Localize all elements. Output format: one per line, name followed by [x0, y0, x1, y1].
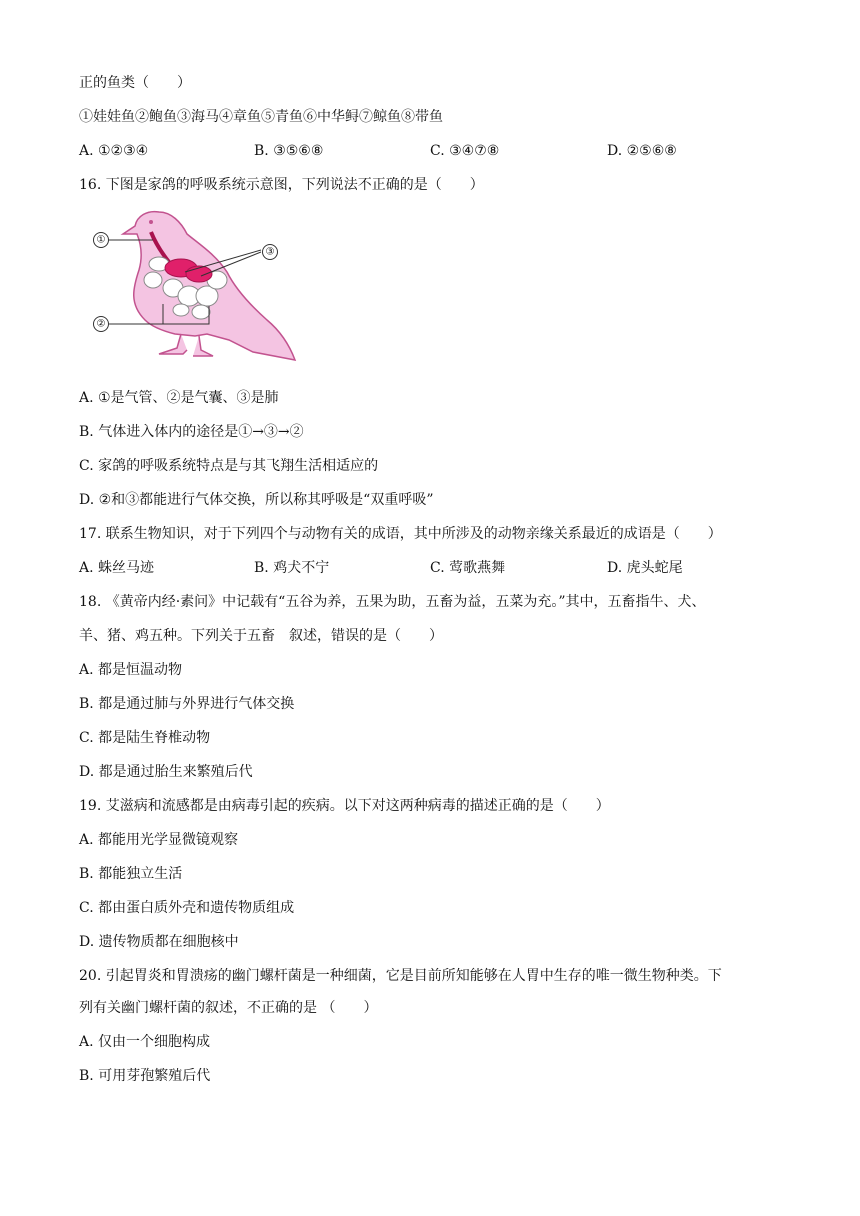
q17-option-d[interactable]: D. 虎头蛇尾 — [607, 560, 683, 576]
q17-stem: 17. 联系生物知识，对于下列四个与动物有关的成语，其中所涉及的动物亲缘关系最近的成语是（ ） — [79, 526, 722, 542]
q19-option-c[interactable]: C. 都由蛋白质外壳和遗传物质组成 — [79, 900, 295, 916]
label-3: ③ — [265, 246, 275, 258]
q19-stem: 19. 艾滋病和流感都是由病毒引起的疾病。以下对这两种病毒的描述正确的是（ ） — [79, 798, 610, 814]
q16-option-b[interactable]: B. 气体进入体内的途径是①→③→② — [79, 424, 304, 440]
q15-option-c[interactable]: C. ③④⑦⑧ — [430, 143, 500, 159]
q15-option-a[interactable]: A. ①②③④ — [79, 143, 149, 159]
q19-option-b[interactable]: B. 都能独立生活 — [79, 866, 183, 882]
q19-option-a[interactable]: A. 都能用光学显微镜观察 — [79, 832, 239, 848]
q18-option-c[interactable]: C. 都是陆生脊椎动物 — [79, 730, 211, 746]
q16-option-c[interactable]: C. 家鸽的呼吸系统特点是与其飞翔生活相适应的 — [79, 458, 379, 474]
q18-stem-line2: 羊、猪、鸡五种。下列关于五畜 叙述，错误的是（ ） — [79, 628, 443, 644]
pigeon-eye — [149, 220, 153, 224]
pigeon-respiratory-diagram — [89, 204, 304, 366]
q17-option-b[interactable]: B. 鸡犬不宁 — [254, 560, 330, 576]
q15-option-d[interactable]: D. ②⑤⑥⑧ — [607, 143, 677, 159]
q15-options — [79, 141, 799, 161]
q17-option-a[interactable]: A. 蛛丝马迹 — [79, 560, 155, 576]
label-2: ② — [96, 318, 106, 330]
q20-stem-line2: 列有关幽门螺杆菌的叙述，不正确的是 （ ） — [79, 1000, 378, 1016]
q16-stem: 16. 下图是家鸽的呼吸系统示意图，下列说法不正确的是（ ） — [79, 177, 484, 193]
q18-option-b[interactable]: B. 都是通过肺与外界进行气体交换 — [79, 696, 295, 712]
q16-option-a[interactable]: A. ①是气管、②是气囊、③是肺 — [79, 390, 279, 406]
q19-option-d[interactable]: D. 遗传物质都在细胞核中 — [79, 934, 239, 950]
q16-option-d[interactable]: D. ②和③都能进行气体交换，所以称其呼吸是“双重呼吸” — [79, 492, 434, 508]
label-1: ① — [96, 234, 106, 246]
q18-option-a[interactable]: A. 都是恒温动物 — [79, 662, 183, 678]
q18-option-d[interactable]: D. 都是通过胎生来繁殖后代 — [79, 764, 253, 780]
q15-option-b[interactable]: B. ③⑤⑥⑧ — [254, 143, 324, 159]
q15-stem-continuation: 正的鱼类（ ） — [79, 75, 191, 91]
q20-option-b[interactable]: B. 可用芽孢繁殖后代 — [79, 1068, 211, 1084]
q18-stem-line1: 18. 《黄帝内经·素问》中记载有“五谷为养，五果为助，五畜为益，五菜为充。”其中，五畜指牛、犬、 — [79, 594, 706, 610]
q20-option-a[interactable]: A. 仅由一个细胞构成 — [79, 1034, 211, 1050]
pigeon-legs-shape — [159, 334, 213, 356]
q15-items: ①娃娃鱼②鲍鱼③海马④章鱼⑤青鱼⑥中华鲟⑦鲸鱼⑧带鱼 — [79, 109, 443, 125]
pigeon-figure-svg — [89, 204, 304, 366]
q17-options — [79, 558, 799, 578]
q20-stem-line1: 20. 引起胃炎和胃溃疡的幽门螺杆菌是一种细菌，它是目前所知能够在人胃中生存的唯一微生物种类。下 — [79, 968, 722, 984]
q17-option-c[interactable]: C. 莺歌燕舞 — [430, 560, 506, 576]
